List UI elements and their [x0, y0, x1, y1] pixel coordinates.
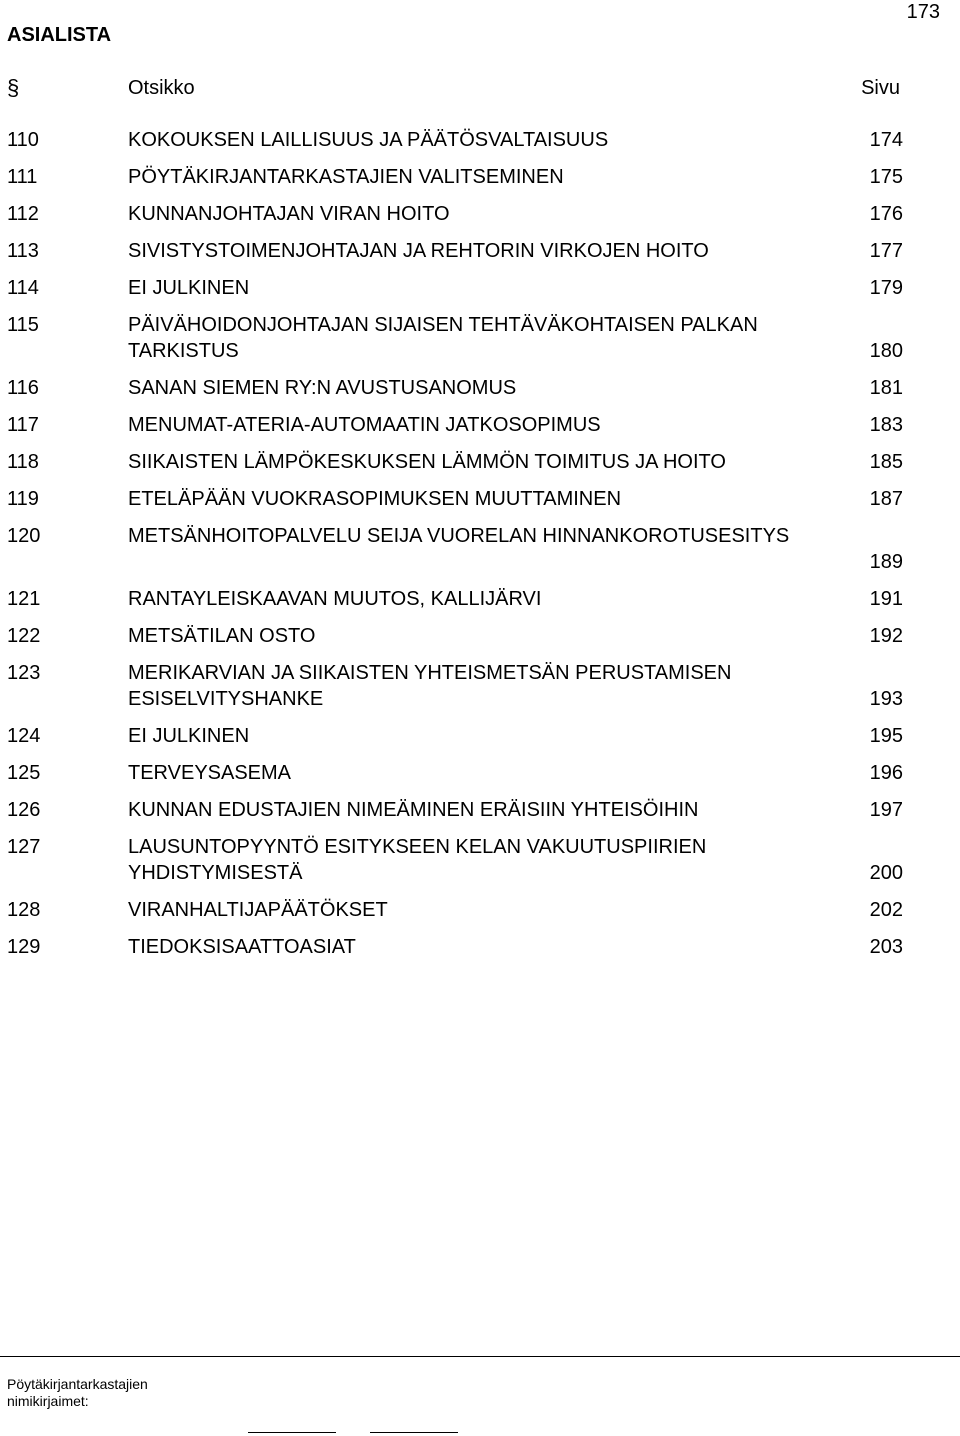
item-title: METSÄTILAN OSTO: [128, 625, 316, 647]
item-page: 176: [869, 203, 903, 225]
item-number: 122: [7, 625, 41, 647]
item-number: 127: [7, 836, 41, 858]
item-page: 200: [869, 862, 903, 884]
agenda-item-125: [0, 760, 960, 786]
item-title: TERVEYSASEMA: [128, 762, 292, 784]
item-number: 120: [7, 525, 41, 547]
item-title: TIEDOKSISAATTOASIAT: [128, 936, 356, 958]
item-title: KUNNAN EDUSTAJIEN NIMEÄMINEN ERÄISIIN YHTEISÖIHIN: [128, 799, 699, 821]
footer-initials-label: Pöytäkirjantarkastajien nimikirjaimet:: [7, 1376, 148, 1409]
item-number: 115: [7, 314, 39, 336]
item-page: 189: [869, 551, 903, 573]
item-title: LAUSUNTOPYYNTÖ ESITYKSEEN KELAN VAKUUTUSPIIRIEN YHDISTYMISESTÄ: [128, 836, 707, 884]
item-number: 116: [7, 377, 39, 399]
item-page: 197: [869, 799, 903, 821]
item-page: 174: [869, 129, 903, 151]
item-title: MENUMAT-ATERIA-AUTOMAATIN JATKOSOPIMUS: [128, 414, 601, 436]
section-symbol-header: §: [7, 75, 20, 100]
item-title: PÖYTÄKIRJANTARKASTAJIEN VALITSEMINEN: [128, 166, 564, 188]
item-page: 203: [869, 936, 903, 958]
agenda-item-122: [0, 623, 960, 649]
item-number: 113: [7, 240, 39, 262]
item-title: EI JULKINEN: [128, 725, 250, 747]
item-page: 196: [869, 762, 903, 784]
item-number: 112: [7, 203, 39, 225]
agenda-item-119: [0, 486, 960, 512]
item-page: 177: [869, 240, 903, 262]
item-page: 183: [869, 414, 903, 436]
item-page: 179: [869, 277, 903, 299]
item-title: SIIKAISTEN LÄMPÖKESKUKSEN LÄMMÖN TOIMITUS JA HOITO: [128, 451, 726, 473]
column-header-title: Otsikko: [128, 77, 195, 99]
agenda-item-120: [0, 523, 960, 575]
item-page: 192: [869, 625, 903, 647]
item-page: 187: [869, 488, 903, 510]
item-page: 181: [869, 377, 903, 399]
item-title: SANAN SIEMEN RY:N AVUSTUSANOMUS: [128, 377, 517, 399]
item-number: 124: [7, 725, 41, 747]
agenda-list: [0, 127, 960, 971]
agenda-item-110: [0, 127, 960, 153]
item-page: 193: [869, 688, 903, 710]
agenda-item-112: [0, 201, 960, 227]
column-header-page: Sivu: [861, 77, 900, 99]
agenda-item-115: [0, 312, 960, 364]
item-number: 121: [7, 588, 41, 610]
agenda-item-111: [0, 164, 960, 190]
item-title: KOKOUKSEN LAILLISUUS JA PÄÄTÖSVALTAISUUS: [128, 129, 609, 151]
item-page: 202: [869, 899, 903, 921]
page-number: 173: [906, 1, 940, 23]
item-number: 129: [7, 936, 41, 958]
item-page: 175: [869, 166, 903, 188]
item-number: 114: [7, 277, 39, 299]
item-number: 128: [7, 899, 41, 921]
agenda-item-113: [0, 238, 960, 264]
item-page: 185: [869, 451, 903, 473]
agenda-item-126: [0, 797, 960, 823]
item-title: EI JULKINEN: [128, 277, 250, 299]
item-page: 180: [869, 340, 903, 362]
agenda-item-116: [0, 375, 960, 401]
item-title: VIRANHALTIJAPÄÄTÖKSET: [128, 899, 388, 921]
initials-line-2: [370, 1432, 458, 1433]
item-page: 195: [869, 725, 903, 747]
item-title: PÄIVÄHOIDONJOHTAJAN SIJAISEN TEHTÄVÄKOHTAISEN PALKAN TARKISTUS: [128, 314, 758, 362]
item-title: METSÄNHOITOPALVELU SEIJA VUORELAN HINNANKOROTUSESITYS: [128, 525, 790, 547]
agenda-item-127: [0, 834, 960, 886]
item-page: 191: [869, 588, 903, 610]
item-number: 123: [7, 662, 41, 684]
item-number: 118: [7, 451, 39, 473]
item-title: KUNNANJOHTAJAN VIRAN HOITO: [128, 203, 450, 225]
item-number: 119: [7, 488, 39, 510]
agenda-item-121: [0, 586, 960, 612]
initials-line-1: [248, 1432, 336, 1433]
agenda-item-114: [0, 275, 960, 301]
agenda-item-118: [0, 449, 960, 475]
agenda-item-117: [0, 412, 960, 438]
agenda-item-123: [0, 660, 960, 712]
item-number: 111: [7, 166, 38, 188]
agenda-item-124: [0, 723, 960, 749]
page-title: ASIALISTA: [7, 24, 112, 46]
item-number: 126: [7, 799, 41, 821]
item-title: ETELÄPÄÄN VUOKRASOPIMUKSEN MUUTTAMINEN: [128, 488, 622, 510]
item-title: SIVISTYSTOIMENJOHTAJAN JA REHTORIN VIRKOJEN HOITO: [128, 240, 709, 262]
item-number: 110: [7, 129, 39, 151]
agenda-item-128: [0, 897, 960, 923]
footer-divider: [0, 1356, 960, 1357]
item-number: 117: [7, 414, 39, 436]
item-number: 125: [7, 762, 41, 784]
item-title: MERIKARVIAN JA SIIKAISTEN YHTEISMETSÄN PERUSTAMISEN ESISELVITYSHANKE: [128, 662, 732, 710]
agenda-item-129: [0, 934, 960, 960]
item-title: RANTAYLEISKAAVAN MUUTOS, KALLIJÄRVI: [128, 588, 542, 610]
